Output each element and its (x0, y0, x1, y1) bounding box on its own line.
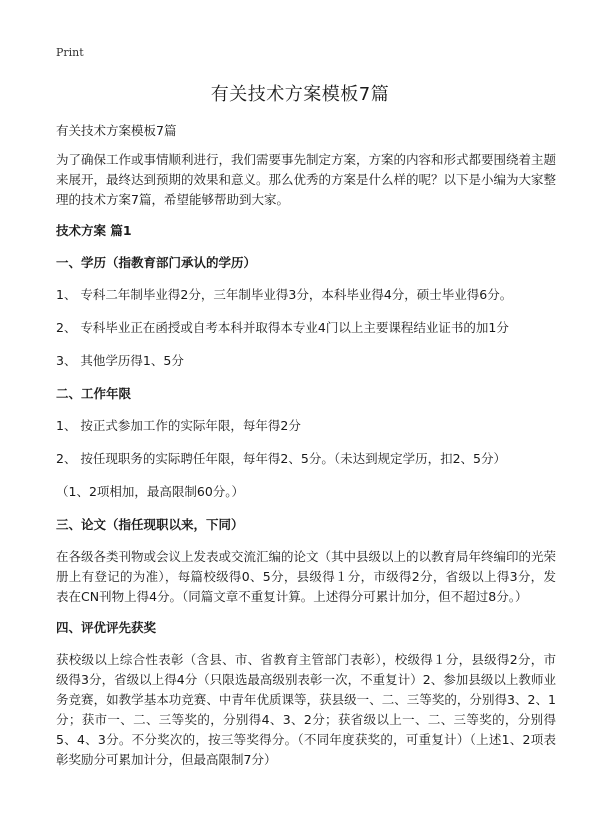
section-heading-papers: 三、论文（指任现职以来，下同） (56, 517, 244, 532)
list-item: 3、 其他学历得1、5分 (56, 353, 184, 368)
document-body (56, 121, 556, 781)
document-subtitle: 有关技术方案模板7篇 (56, 123, 177, 138)
article-heading: 技术方案 篇1 (56, 223, 132, 238)
intro-paragraph: 为了确保工作或事情顺利进行，我们需要事先制定方案，方案的内容和形式都要围绕着主题来展开，最终达到预期的效果和意义。那么优秀的方案是什么样的呢？以下是小编为大家整理的技术方案7篇，希望能够帮助到大家。 (56, 152, 557, 207)
section-heading-awards: 四、评优评先获奖 (56, 620, 157, 635)
list-item: 2、 专科毕业正在函授或自考本科并取得本专业4门以上主要课程结业证书的加1分 (56, 320, 509, 335)
list-item: 1、 专科二年制毕业得2分，三年制毕业得3分，本科毕业得4分，硕士毕业得6分。 (56, 287, 513, 302)
papers-paragraph: 在各级各类刊物或会议上发表或交流汇编的论文（其中县级以上的以教育局年终编印的光荣册上有登记的为准），每篇校级得0、5分，县级得１分，市级得2分，省级以上得3分，发表在CN刊物上得4分。（同篇文章不重复计算。上述得分可累计加分，但不超过8分。） (56, 549, 557, 604)
print-label: Print (56, 46, 84, 59)
awards-paragraph: 获校级以上综合性表彰（含县、市、省教育主管部门表彰），校级得１分，县级得2分，市级得3分，省级以上得4分（只限选最高级别表彰一次，不重复计）2、参加县级以上教师业务竞赛，如教学基本功竞赛、中青年优质课等，获县级一、二、三等奖的，分别得3、2、1分；获市一、二、三等奖的，分别得4、3、2分；获省级以上一、二、三等奖的，分别得5、4、3分。不分奖次的，按三等奖得分。（不同年度获奖的，可重复计）（上述1、2项表彰奖励分可累加计分，但最高限制7分） (56, 652, 556, 767)
document-title: 有关技术方案模板7篇 (210, 84, 390, 105)
list-item: （1、2项相加，最高限制60分。） (56, 484, 245, 499)
section-heading-education: 一、学历（指教育部门承认的学历） (56, 255, 257, 270)
list-item: 1、 按正式参加工作的实际年限，每年得2分 (56, 418, 301, 433)
list-item: 2、 按任现职务的实际聘任年限，每年得2、5分。（未达到规定学历，扣2、5分） (56, 451, 506, 466)
section-heading-work-years: 二、工作年限 (56, 386, 132, 401)
